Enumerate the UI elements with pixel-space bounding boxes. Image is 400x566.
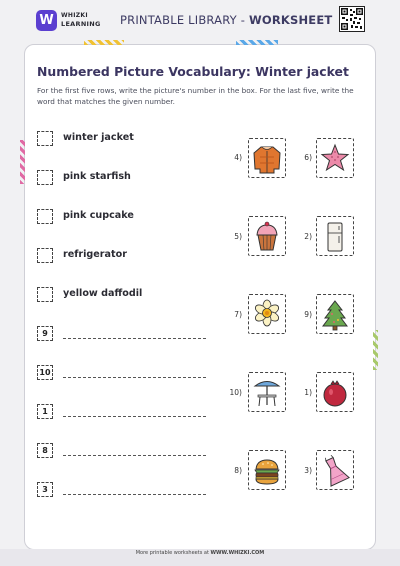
decor-stripe-yellow: [84, 40, 124, 45]
picture-label: 2): [304, 232, 312, 241]
picture-card: [316, 450, 354, 490]
picture-label: 4): [234, 153, 242, 162]
vocab-word: yellow daffodil: [63, 288, 143, 299]
vocab-word: pink starfish: [63, 171, 131, 182]
brand-name: [61, 12, 101, 28]
burger-icon: [252, 455, 282, 487]
answer-box[interactable]: [37, 170, 53, 185]
decor-stripe-green: [373, 330, 378, 370]
winter-jacket-icon: [252, 143, 282, 175]
number-box: 8: [37, 443, 53, 458]
footer-text-prefix: More printable worksheets at: [135, 550, 211, 556]
patio-umbrella-table-icon: [252, 377, 282, 409]
footer-text: [0, 550, 400, 556]
vocab-word: pink cupcake: [63, 210, 134, 221]
footer-link[interactable]: WWW.WHIZKI.COM: [210, 550, 265, 556]
library-title: [120, 13, 332, 27]
picture-label: 9): [304, 310, 312, 319]
vocab-word: refrigerator: [63, 249, 127, 260]
decor-stripe-blue: [236, 40, 278, 45]
picture-card: [316, 216, 354, 256]
answer-line[interactable]: [63, 455, 206, 456]
picture-card: [316, 138, 354, 178]
answer-line[interactable]: [63, 416, 206, 417]
whizki-logo: W: [36, 10, 57, 31]
picture-card: [248, 450, 286, 490]
answer-box[interactable]: [37, 248, 53, 263]
picture-card: [248, 294, 286, 334]
picture-label: 7): [234, 310, 242, 319]
yellow-daffodil-icon: [252, 299, 282, 331]
answer-line[interactable]: [63, 377, 206, 378]
library-title-bold: WORKSHEET: [248, 13, 333, 27]
pomegranate-icon: [320, 377, 350, 409]
picture-label: 8): [234, 466, 242, 475]
answer-box[interactable]: [37, 209, 53, 224]
answer-box[interactable]: [37, 131, 53, 146]
picture-card: [316, 294, 354, 334]
library-title-text: PRINTABLE LIBRARY -: [120, 13, 249, 27]
pink-cupcake-icon: [252, 221, 282, 253]
qr-code-icon: [339, 6, 365, 32]
number-box: 3: [37, 482, 53, 497]
brand-line1: WHIZKI: [61, 12, 88, 19]
refrigerator-icon: [320, 221, 350, 253]
page-header: [0, 0, 400, 44]
picture-label: 5): [234, 232, 242, 241]
number-box: 9: [37, 326, 53, 341]
picture-card: [248, 372, 286, 412]
worksheet-instructions: For the first five rows, write the picture's number in the box. For the last five, write the word that matches the given number.: [37, 86, 354, 106]
answer-line[interactable]: [63, 338, 206, 339]
number-box: 10: [37, 365, 53, 380]
picture-label: 10): [229, 388, 242, 397]
pink-dress-icon: [320, 455, 350, 487]
picture-card: [248, 138, 286, 178]
decor-stripe-pink: [20, 140, 25, 184]
picture-label: 3): [304, 466, 312, 475]
answer-line[interactable]: [63, 494, 206, 495]
pink-starfish-icon: [320, 143, 350, 175]
picture-card: [316, 372, 354, 412]
vocab-word: winter jacket: [63, 132, 134, 143]
picture-card: [248, 216, 286, 256]
number-box: 1: [37, 404, 53, 419]
pine-tree-icon: [320, 299, 350, 331]
brand-line2: LEARNING: [61, 20, 101, 28]
answer-box[interactable]: [37, 287, 53, 302]
picture-label: 6): [304, 153, 312, 162]
worksheet-title: Numbered Picture Vocabulary: Winter jacket: [37, 64, 349, 79]
picture-label: 1): [304, 388, 312, 397]
